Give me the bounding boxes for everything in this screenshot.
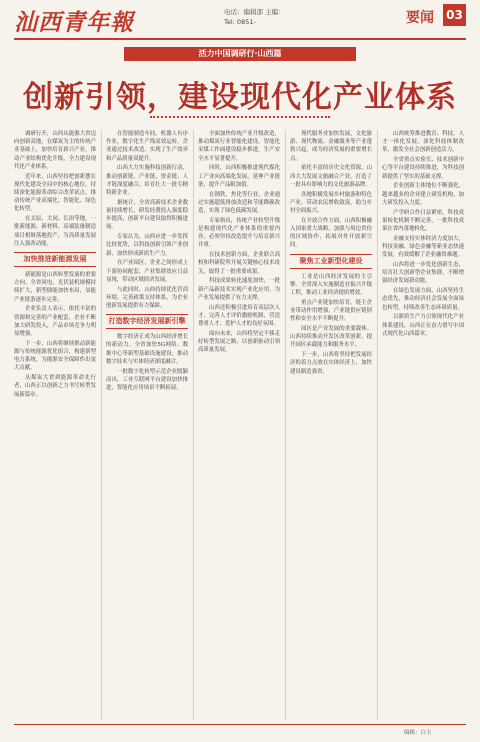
article-paragraph: 重点产业链加快培育，链主企业带动作用增强，产业链供应链韧性和安全水平不断提升。 — [290, 299, 372, 323]
page-number: 03 — [443, 4, 466, 26]
column-divider — [101, 130, 102, 720]
article-paragraph: 在开放合作方面，山西积极融入国家重大战略，加强与周边省份的区域协作，拓展对外开放新空间。 — [290, 217, 372, 249]
article-subhead-text: 聚焦工业新型化建设 — [290, 254, 372, 269]
masthead-rule — [14, 38, 466, 40]
masthead-contact: 电话：编辑部 主编： — [224, 8, 285, 16]
article-subhead — [290, 254, 372, 269]
article-paragraph: 调研行开，山西从能源大省迈向创新高地，在煤炭为主的传统产业基础上，加快培育新兴产业，推动产业结构优化升级，全力建设现代化产业体系。 — [14, 131, 96, 170]
article-headline: 创新引领，建设现代化产业体系 — [23, 80, 457, 115]
column-divider — [285, 130, 286, 720]
article-paragraph: 现代服务业加快发展，文化旅游、现代物流、金融服务等产业蓬勃兴起，成为经济发展的重要增长点。 — [290, 131, 372, 162]
article-paragraph: 山西统筹推进教育、科技、人才一体化发展，深化科技体制改革，激发全社会创新创造活力。 — [382, 131, 464, 154]
column-banner: 活力中国调研行·山西篇 — [124, 47, 356, 61]
article-paragraph: 企业负责人表示，依托丰富的资源和完善的产业配套，企业不断加大研发投入，产品市场竞争力明显增强。 — [14, 306, 96, 338]
article-body — [14, 130, 466, 720]
article-paragraph: 在绿色发展方面，山西坚持生态优先，推动经济社会发展全面绿色转型，持续改善生态环境质量。 — [382, 288, 464, 311]
column-divider — [193, 130, 194, 720]
article-paragraph: 园区是产业发展的重要载体。山西持续推动开发区改革创新，提升园区承载能力和服务水平。 — [290, 326, 372, 349]
article-column — [382, 130, 464, 720]
article-paragraph: 全省重点实验室、技术创新中心等平台建设持续推进，为科技创新提供了坚实的基础支撑。 — [382, 157, 464, 180]
article-column — [198, 130, 280, 720]
article-paragraph: 在钢铁、焦化等行业，企业通过实施超低排放改造和节能降碳改造，实现了绿色低碳发展。 — [198, 191, 280, 215]
article-paragraph: 山西将进一步优化创新生态，培育壮大创新型企业集群，不断增强经济发展新动能。 — [382, 262, 464, 285]
article-paragraph: 专家认为，山西应进一步发挥比较优势，以科技创新引领产业创新，加快形成新质生产力。 — [106, 234, 188, 257]
article-subhead — [14, 252, 96, 267]
article-paragraph: 新能源是山西转型发展的重要方向。全省风电、光伏装机规模持续扩大，新型储能加快布局，氢能产业链条逐步完善。 — [14, 272, 96, 303]
article-paragraph: 产学研合作日益紧密，科技成果转化机制不断完善，一批科技成果在省内落地转化。 — [382, 209, 464, 233]
article-column — [14, 130, 96, 720]
article-paragraph: 依托丰富的历史文化资源，山西大力发展文旅融合产业，打造了一批具有影响力的文化旅游品牌。 — [290, 165, 372, 188]
article-paragraph: 从煤炭大省到能源革命先行者，山西正以创新之力书写转型发展新篇章。 — [14, 375, 96, 398]
article-paragraph: 全面加快传统产业升级改造，推动煤炭行业智能化建设，智能化采煤工作面建设稳步推进，生产安全水平显著提升。 — [198, 131, 280, 162]
article-paragraph: 在太原、大同、长治等地，一批新能源、新材料、高端装备制造项目相继落地投产，为高质量发展注入强劲动能。 — [14, 216, 96, 247]
article-paragraph: 在技术创新方面，企业联合高校和科研院所开展关键核心技术攻关，取得了一批重要成果。 — [198, 252, 280, 275]
article-paragraph: 在智能制造车间，机器人有序作业，数字化生产线高效运转。企业通过技术改造，实现了生产效率和产品质量双提升。 — [106, 131, 188, 162]
footer-rule — [14, 724, 466, 725]
article-paragraph: 山西还积极引进培育高层次人才，完善人才评价激励机制，营造尊重人才、爱护人才的良好氛围。 — [198, 304, 280, 328]
article-column — [106, 130, 188, 720]
article-paragraph: 各地积极发展乡村旅游和特色产业，带动农民增收致富，助力乡村全面振兴。 — [290, 191, 372, 215]
column-divider — [377, 130, 378, 720]
article-paragraph: 工业是山西经济发展的主引擎。全省深入实施制造业振兴升级工程，推动工业经济提质增效。 — [290, 273, 372, 297]
article-paragraph: 面向未来，山西将坚定不移走好转型发展之路，以创新驱动引领高质量发展。 — [198, 330, 280, 354]
article-paragraph: 下一步，山西将坚持把发展经济的着力点放在实体经济上，加快建设制造强省。 — [290, 352, 372, 375]
article-paragraph: 在产业园区，企业之间形成上下游协同配套，产业集群效应日益显现，带动区域经济发展。 — [106, 260, 188, 283]
article-paragraph: 专家指出，传统产业转型升级是构建现代化产业体系的重要内容，必须坚持改造提升与培育新兴并重。 — [198, 217, 280, 249]
article-subhead-text: 加快推进新能源发展 — [14, 252, 96, 267]
headline-dotted-rule — [150, 116, 330, 121]
section-title: 要闻 — [406, 10, 434, 26]
article-paragraph: 科技成果转化速度加快，一批新产品新技术实现产业化应用，为产业发展提供了有力支撑。 — [198, 278, 280, 301]
article-paragraph: 一批数字化转型示范企业脱颖而出，工业互联网平台建设加快推进，智能化应用场景不断拓展。 — [106, 368, 188, 392]
masthead-tel: Tel: 0851- — [224, 18, 256, 26]
article-column — [290, 130, 372, 720]
article-paragraph: 数字经济正成为山西经济增长的新动力。全省加快5G网络、数据中心等新型基础设施建设，推动数字技术与实体经济深度融合。 — [106, 334, 188, 365]
article-paragraph: 下一步，山西将继续推动新能源与传统能源优化组合，构建新型电力系统，为能源安全保障作出更大贡献。 — [14, 340, 96, 372]
article-paragraph: 据统计，全省高新技术企业数量持续增长，研发经费投入强度稳步提高，创新平台建设取得积极进展。 — [106, 199, 188, 231]
article-paragraph: 山西大力实施科技创新行动，推动创新链、产业链、资金链、人才链深度融合，培育壮大一批专精特新企业。 — [106, 165, 188, 197]
article-subhead — [106, 314, 188, 329]
article-paragraph: 与此同时，山西持续优化营商环境，完善政策支持体系，为企业创新发展提供有力保障。 — [106, 286, 188, 310]
article-paragraph: 以新质生产力引领现代化产业体系建设，山西正在奋力谱写中国式现代化山西篇章。 — [382, 314, 464, 337]
article-paragraph: 近年来，山西坚持把创新摆在现代化建设全局中的核心地位，持续深化能源革命综合改革试点，推动传统产业高端化、智能化、绿色化转型。 — [14, 173, 96, 213]
masthead — [14, 4, 466, 38]
article-subhead-text: 打造数字经济发展新引擎 — [106, 314, 188, 329]
editor-credit: 编辑：白玉 — [404, 730, 432, 736]
article-paragraph: 企业创新主体地位不断强化，越来越多的企业建立研发机构，加大研发投入力度。 — [382, 183, 464, 206]
article-paragraph: 金融支持实体经济力度加大，科技金融、绿色金融等新业态快速发展，有效缓解了企业融资难题。 — [382, 235, 464, 259]
newspaper-logo: 汕西青年報 — [14, 9, 134, 36]
article-paragraph: 同时，山西积极推进现代煤化工产业向高端化发展，延伸产业链条，提升产品附加值。 — [198, 165, 280, 188]
